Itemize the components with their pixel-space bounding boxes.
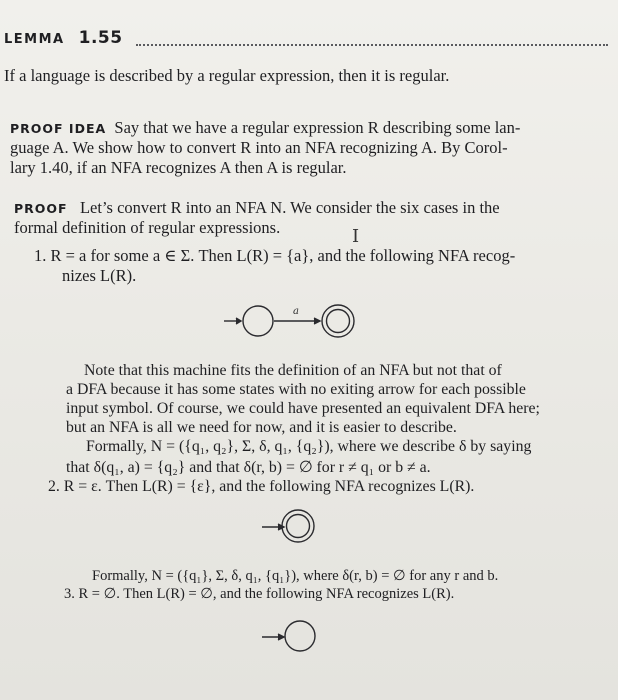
proof-line-2: formal definition of regular expressions.	[14, 218, 281, 237]
proof-idea-line-2: guage A. We show how to convert R into an NFA recognizing A. By Corol-	[10, 138, 508, 157]
note-line-6: that δ(q₁, a) = {q₂} and that δ(r, b) = ∅ for r ≠ q₁ or b ≠ a.	[66, 459, 431, 476]
nfa-empty-state	[285, 621, 315, 651]
transition-label-a: a	[293, 306, 299, 317]
note-line-3: input symbol. Of course, we could have presented an equivalent DFA here;	[66, 400, 540, 417]
proof-label: PROOF	[14, 201, 68, 216]
lemma-label: LEMMA	[4, 32, 65, 47]
case-3-line: 3. R = ∅. Then L(R) = ∅, and the following NFA recognizes L(R).	[64, 586, 455, 602]
proof-idea-line-3: lary 1.40, if an NFA recognizes A then A is regular.	[10, 158, 347, 177]
case-1-line-1: 1. R = a for some a ∈ Σ. Then L(R) = {a}, and the following NFA recog-	[34, 246, 516, 265]
text-cursor-icon: I	[352, 226, 360, 247]
case-1-line-2: nizes L(R).	[62, 266, 137, 285]
proof-idea-label: PROOF IDEA	[10, 121, 107, 136]
case-2-line: 2. R = ε. Then L(R) = {ε}, and the following NFA recognizes L(R).	[48, 478, 475, 495]
note-line-4: but an NFA is all we need for now, and it is easier to describe.	[66, 419, 457, 436]
note-line-2: a DFA because it has some states with no exiting arrow for each possible	[66, 381, 526, 398]
note-line-1: Note that this machine fits the definition of an NFA but not that of	[84, 362, 502, 379]
note-line-5: Formally, N = ({q₁, q₂}, Σ, δ, q₁, {q₂}), where we describe δ by saying	[86, 438, 532, 455]
proof-idea-line-1: Say that we have a regular expression R describing some lan-	[114, 118, 521, 137]
proof-line-1: Let’s convert R into an NFA N. We consider the six cases in the	[79, 198, 500, 217]
formally-case-2: Formally, N = ({q₁}, Σ, δ, q₁, {q₁}), where δ(r, b) = ∅ for any r and b.	[92, 568, 499, 584]
lemma-number: 1.55	[78, 28, 123, 48]
lemma-statement: If a language is described by a regular expression, then it is regular.	[4, 66, 450, 85]
